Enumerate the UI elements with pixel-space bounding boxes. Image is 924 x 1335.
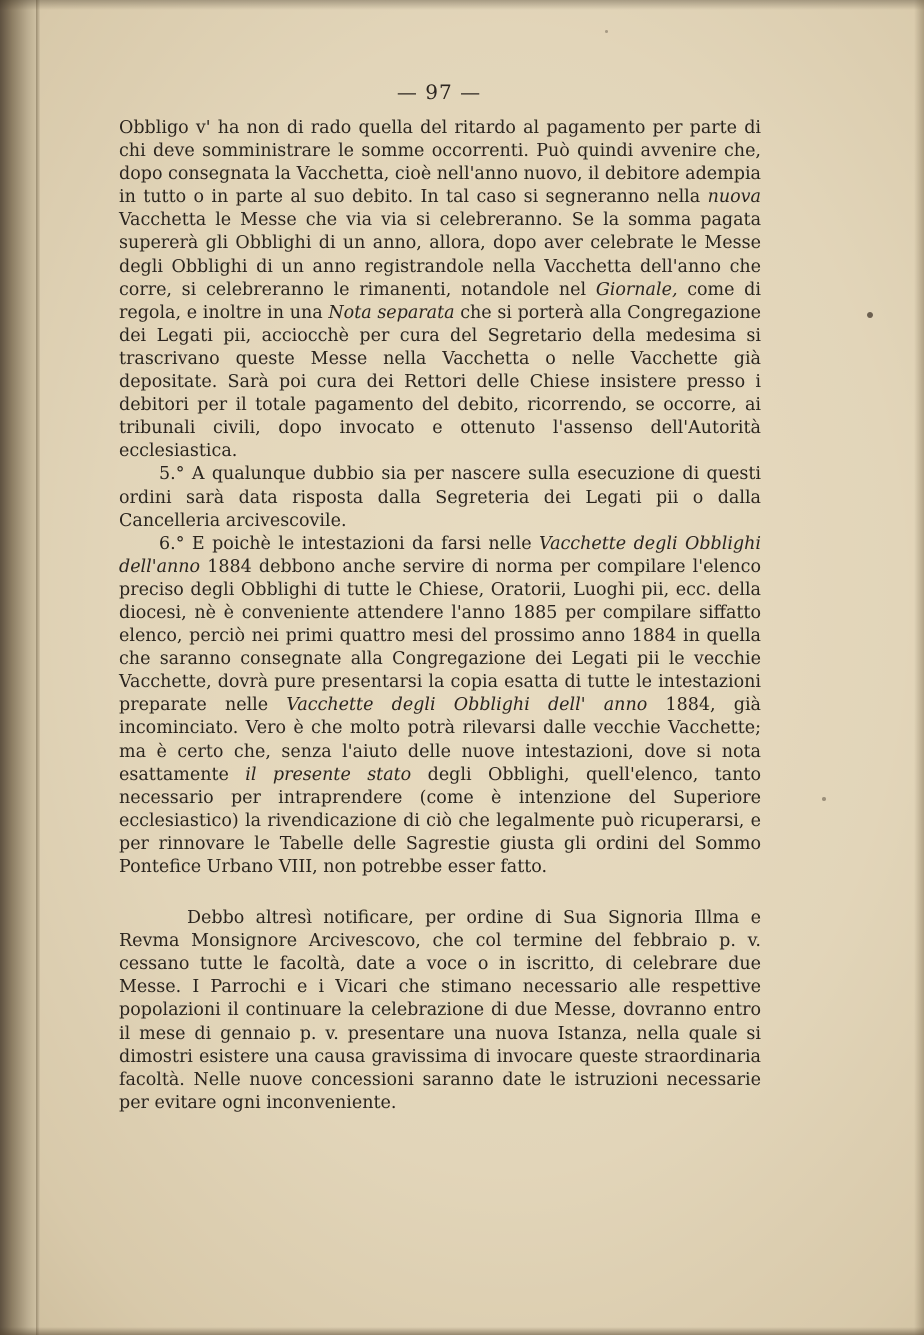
bottom-edge-shadow (0, 1327, 924, 1335)
italic-text: Giornale, (595, 279, 678, 300)
text-run: 1884, già incominciato. Vero è che molto potrà rilevarsi dalle vecchie Vacchette; ma è certo che, senza l'aiuto delle nuove intestazioni, dove si nota esattamente (119, 695, 761, 785)
text-run: che si porterà alla Congregazione dei Legati pii, acciocchè per cura del Segretario della medesima si trascrivano queste Messe nella Vacchetta o nelle Vacchette già depositate. Sarà poi cura dei Rettori delle Chiese insistere presso i debitori per il totale pagamento del debito, ricorrendo, se occorre, ai tribunali civili, dopo invocato e ottenuto l'assenso dell'Autorità ecclesiastica. (119, 302, 761, 462)
italic-text: nuova (707, 187, 761, 208)
text-run: 6.° E poichè le intestazioni da farsi nelle (159, 533, 540, 554)
paragraph-notice (119, 907, 761, 1115)
page-number: — 97 — (396, 80, 482, 104)
text-run: 1884 debbono anche servire di norma per compilare l'elenco preciso degli Obblighi di tutte le Chiese, Oratorii, Luoghi pii, ecc. della diocesi, nè è conveniente attendere l'anno 1885 per compilare siffatto elenco, perciò nei primi quattro mesi del prossimo anno 1884 in quella che saranno consegnate alla Congregazione dei Legati pii le vecchie Vacchette, dovrà pure presentarsi la copia esatta di tutte le intestazioni preparate nelle (119, 556, 761, 716)
paragraph-item-6 (119, 533, 761, 879)
text-run: Obbligo v' ha non di rado quella del ritardo al pagamento per parte di chi deve somministrare le somme occorrenti. Può quindi avvenire che, dopo consegnata la Vacchetta, cioè nell'anno nuovo, il debitore adempia in tutto o in parte al suo debito. In tal caso si segneranno nella (119, 118, 761, 208)
text-run: Vacchetta le Messe che via via si celebreranno. Se la somma pagata supererà gli Obblighi di un anno, allora, dopo aver celebrate le Messe degli Obblighi di un anno registrandole nella Vacchetta dell'anno che corre, si celebreranno le rimanenti, notandole nel (119, 210, 761, 300)
italic-text: Nota separata (328, 302, 455, 323)
ink-spot (605, 30, 608, 33)
italic-text: Vacchette degli Obblighi dell' anno (286, 695, 648, 716)
text-run: come di regola, e inoltre in una (119, 279, 761, 323)
paragraph-gap (119, 879, 761, 907)
top-edge-shadow (0, 0, 924, 10)
text-run: 5.° A qualunque dubbio sia per nascere sulla esecuzione di questi ordini sarà data risposta dalla Segreteria dei Legati pii o dalla Cancelleria arcivescovile. (119, 464, 761, 531)
paragraph-item-5 (119, 463, 761, 532)
text-run: Debbo altresì notificare, per ordine di Sua Signoria Illma e Revma Monsignore Arcivescovo, che col termine del febbraio p. v. cessano tutte le facoltà, date a voce o in iscritto, di celebrare due Messe. I Parrochi e i Vicari che stimano necessario alle respettive popolazioni il continuare la celebrazione di due Messe, dovranno entro il mese di gennaio p. v. presentare una nuova Istanza, nella quale si dimostri esistere una causa gravissima di invocare queste straordinaria facoltà. Nelle nuove concessioni saranno date le istruzioni necessarie per evitare ogni inconveniente. (119, 908, 761, 1113)
book-binding (0, 0, 40, 1335)
paragraph-continuation (119, 117, 761, 463)
ink-spot (822, 797, 826, 801)
italic-text: Vacchette degli Obblighi dell'anno (119, 533, 761, 577)
body-text (119, 117, 761, 1115)
italic-text: il presente stato (245, 764, 412, 785)
binding-edge (36, 0, 40, 1335)
right-edge-shadow (914, 0, 924, 1335)
text-run: degli Obblighi, quell'elenco, tanto necessario per intraprendere (come è intenzione del Superiore ecclesiastico) la rivendicazione di ciò che legalmente può ricuperarsi, e per rinnovare le Tabelle delle Sagrestie giusta gli ordini del Sommo Pontefice Urbano VIII, non potrebbe esser fatto. (119, 764, 761, 877)
ink-spot (867, 312, 873, 318)
